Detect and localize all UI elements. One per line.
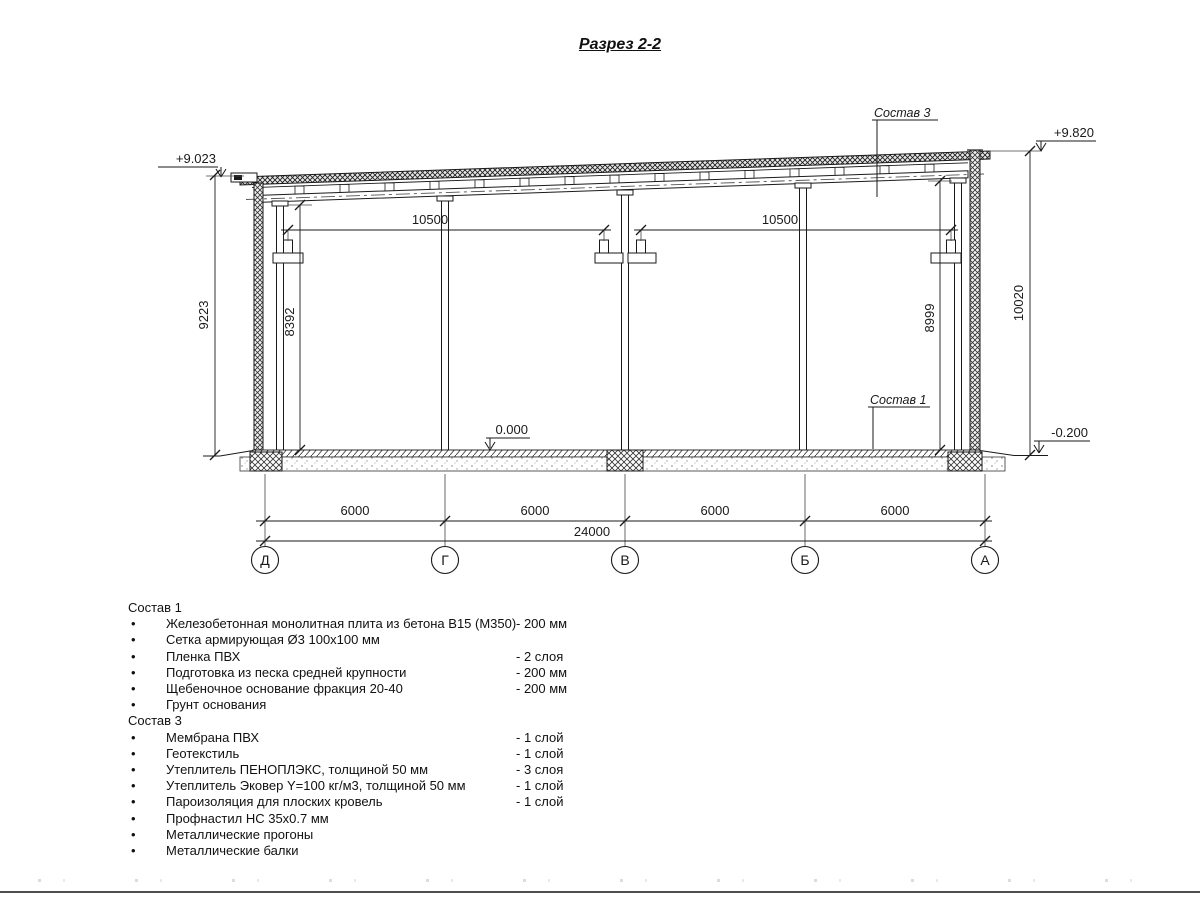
elevation-right-roof: [1036, 125, 1096, 151]
purlin: [340, 185, 349, 194]
dim-column-spacing: 6000: [880, 503, 910, 518]
note-item: [128, 681, 608, 697]
column-capital: [617, 190, 633, 195]
columns: [272, 178, 966, 450]
bullet-icon: •: [131, 826, 136, 842]
purlin: [790, 169, 799, 178]
note-section-title: Состав 3: [128, 713, 182, 729]
column-v: [622, 195, 629, 450]
dim-crane-span-right: 10500: [761, 212, 799, 227]
note-item: [128, 746, 608, 762]
crane-rail: [637, 240, 646, 253]
note-item-text: Геотекстиль: [166, 745, 240, 761]
note-item-text: Подготовка из песка средней крупности: [166, 664, 407, 680]
dim-crane-span-left: 10500: [411, 212, 449, 227]
purlin: [880, 166, 889, 175]
bullet-icon: •: [131, 745, 136, 761]
bullet-icon: •: [131, 664, 136, 680]
apron-left: [203, 451, 253, 457]
purlin: [430, 181, 439, 190]
note-item-text: Сетка армирующая Ø3 100х100 мм: [166, 632, 380, 648]
note-item-value: - 200 мм: [516, 616, 568, 632]
note-item-text: Железобетонная монолитная плита из бетона В15 (М350): [166, 616, 517, 632]
crane-console: [273, 253, 303, 263]
bottom-dimensions: [256, 474, 992, 546]
purlin: [745, 171, 754, 180]
bullet-icon: •: [131, 843, 136, 859]
column-capital: [437, 196, 453, 201]
footing-middle: [607, 450, 643, 471]
column-capital: [950, 178, 966, 183]
note-item: [128, 697, 608, 713]
crane-span-dimensions: [281, 212, 958, 241]
bullet-icon: •: [131, 648, 136, 664]
note-item-text: Пароизоляция для плоских кровель: [166, 794, 383, 810]
note-item-value: - 2 слоя: [516, 648, 564, 664]
svg-text:+9.023: +9.023: [175, 151, 216, 166]
crane-console: [931, 253, 961, 263]
axis-label: А: [980, 552, 990, 568]
dim-column-spacing: 6000: [340, 503, 370, 518]
note-item: [128, 762, 608, 778]
svg-text:0.000: 0.000: [495, 422, 528, 437]
note-item: [128, 616, 608, 632]
note-item-text: Пленка ПВХ: [166, 648, 241, 664]
floor-composition-label: Состав 1: [870, 393, 927, 407]
elevation-left-roof: [158, 151, 226, 177]
crane-console: [628, 253, 656, 263]
bullet-icon: •: [131, 632, 136, 648]
footing-left: [250, 452, 282, 471]
note-item-text: Мембрана ПВХ: [166, 729, 260, 745]
sheet-border-line: [0, 891, 1200, 893]
note-item-text: Металлические балки: [166, 843, 299, 859]
dim-right-inner: 8999: [922, 303, 937, 333]
note-item-value: - 1 слой: [516, 778, 564, 794]
elevation-floor-zero: [485, 422, 530, 450]
dim-left-inner: 8392: [282, 307, 297, 337]
axis-label: Д: [260, 552, 270, 568]
note-item-value: - 1 слой: [516, 745, 564, 761]
wall-right: [970, 150, 980, 450]
svg-text:+9.820: +9.820: [1053, 125, 1094, 140]
bullet-icon: •: [131, 778, 136, 794]
note-item: [128, 665, 608, 681]
crane-console: [595, 253, 623, 263]
note-item: [128, 730, 608, 746]
note-item: [128, 632, 608, 648]
roof-composition-label: Состав 3: [874, 106, 931, 120]
bullet-icon: •: [131, 794, 136, 810]
crane-rail: [284, 240, 293, 253]
note-item-value: - 200 мм: [516, 681, 568, 697]
dim-right-outer: 10020: [1011, 284, 1026, 322]
note-item-value: - 1 слой: [516, 794, 564, 810]
note-item: [128, 649, 608, 665]
dim-column-spacing: 6000: [700, 503, 730, 518]
note-item-text: Профнастил НС 35х0.7 мм: [166, 810, 329, 826]
column-g: [442, 201, 449, 450]
crane-beams: [273, 240, 961, 263]
axis-bubbles: [252, 547, 999, 574]
note-item-text: Утеплитель Эковер Y=100 кг/м3, толщиной 50 мм: [166, 778, 466, 794]
note-item-value: - 1 слой: [516, 729, 564, 745]
bullet-icon: •: [131, 810, 136, 826]
crane-rail: [600, 240, 609, 253]
dim-overall: 24000: [573, 524, 611, 539]
roof-assembly: [231, 151, 990, 202]
note-item-text: Утеплитель ПЕНОПЛЭКС, толщиной 50 мм: [166, 762, 429, 778]
note-item: [128, 811, 608, 827]
column-b: [800, 188, 807, 450]
svg-text:-0.200: -0.200: [1051, 425, 1088, 440]
column-a: [955, 183, 962, 450]
footing-right: [948, 452, 982, 471]
axis-label: Г: [441, 552, 449, 568]
column-capital: [795, 183, 811, 188]
purlin: [565, 177, 574, 186]
bullet-icon: •: [131, 729, 136, 745]
note-item: [128, 843, 608, 859]
column-capital: [272, 201, 288, 206]
titleblock-remnant: [0, 879, 1200, 882]
purlin: [655, 174, 664, 183]
section-title: Разрез 2-2: [578, 36, 662, 53]
bullet-icon: •: [131, 697, 136, 713]
bullet-icon: •: [131, 616, 136, 632]
note-item-text: Грунт основания: [166, 697, 267, 713]
note-item-value: - 200 мм: [516, 664, 568, 680]
axis-label: Б: [800, 552, 810, 568]
axis-label: В: [620, 552, 630, 568]
crane-rail: [947, 240, 956, 253]
purlin: [835, 167, 844, 176]
bullet-icon: •: [131, 762, 136, 778]
bullet-icon: •: [131, 681, 136, 697]
elevation-ground-right: [1034, 425, 1090, 453]
wall-left: [254, 183, 263, 450]
note-item: [128, 827, 608, 843]
note-item-text: Металлические прогоны: [166, 826, 314, 842]
dim-column-spacing: 6000: [520, 503, 550, 518]
note-item: [128, 778, 608, 794]
note-item: [128, 794, 608, 810]
note-item-text: Щебеночное основание фракция 20-40: [166, 681, 403, 697]
floor-slab: [203, 450, 1048, 471]
dim-left-outer: 9223: [196, 300, 211, 330]
note-item-value: - 3 слоя: [516, 762, 564, 778]
composition-notes: [128, 600, 608, 859]
note-section-title: Состав 1: [128, 600, 182, 615]
